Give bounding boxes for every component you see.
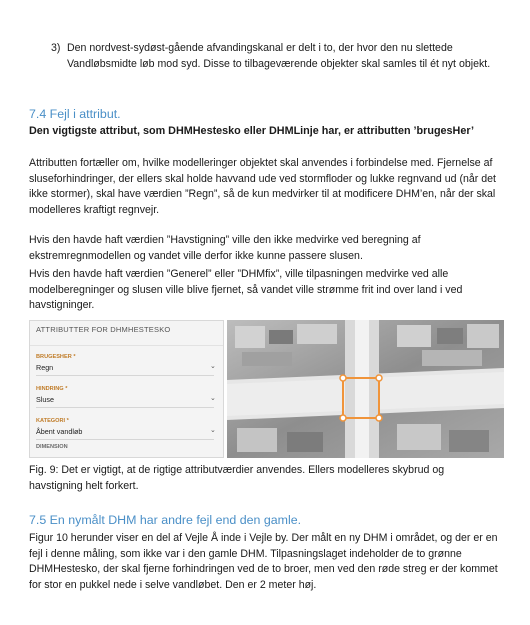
paragraph-havstigning: Hvis den havde haft værdien ”Havstigning” ville den ikke medvirke ved beregning af ekstremregnmodellen og vandet ville derfor ikke kunne passere slusen. <box>29 234 421 262</box>
section-heading-7-5: 7.5 En nymålt DHM har andre fejl end den gamle. <box>29 513 302 527</box>
panel-title: ATTRIBUTTER FOR DHMHESTESKO <box>36 325 171 334</box>
paragraph-generel: Hvis den havde haft værdien ”Generel” eller ”DHMfix”, ville tilpasningen medvirke ved alle modelberegninger og slusen ville blive fjernet, så vandet ville strømme frit ind over land i ved havstigninger. <box>29 268 463 311</box>
select-kategori[interactable]: Åbent vandløb <box>36 427 83 436</box>
select-brugesher[interactable]: Regn <box>36 363 54 372</box>
bold-lead-paragraph: Den vigtigste attribut, som DHMHestesko eller DHMLinje har, er attributten ’brugesHer’ <box>29 125 474 137</box>
attribute-panel <box>29 320 224 458</box>
panel-divider <box>30 345 224 346</box>
field-underline <box>36 407 214 408</box>
list-number: 3) <box>51 42 61 54</box>
chevron-down-icon[interactable]: ⌄ <box>210 395 216 402</box>
field-underline <box>36 375 214 376</box>
field-underline <box>36 439 214 440</box>
figure-caption: Fig. 9: Det er vigtigt, at de rigtige attributværdier anvendes. Ellers modelleres skybrud og havstigning helt forkert. <box>29 464 445 492</box>
field-label-dimension: DIMENSION <box>36 444 68 450</box>
paragraph-attribute-explanation: Attributten fortæller om, hvilke modelleringer objektet skal anvendes i forbindelse med. Fjernelse af sluseforhindringer, der ellers skal holde havvand ude ved stormfloder og lukke regnvand ud (når det ikke stormer), skal have værdien ”Regn”, så de kun medvirker til at modificere DHM’en, når der skal modelleres kraftigt regnvejr. <box>29 157 496 216</box>
select-hindring[interactable]: Sluse <box>36 395 54 404</box>
field-label-kategori: KATEGORI * <box>36 418 69 424</box>
chevron-down-icon[interactable]: ⌄ <box>210 363 216 370</box>
section-heading-7-4: 7.4 Fejl i attribut. <box>29 107 121 121</box>
field-label-brugesher: BRUGESHER * <box>36 354 76 360</box>
list-item-text: Den nordvest-sydøst-gående afvandingskanal er delt i to, der hvor den nu slettede Vandløbsmidte løb mod syd. Disse to tilbageværende objekter skal samles til ét nyt objekt. <box>67 42 491 70</box>
field-label-hindring: HINDRING * <box>36 386 68 392</box>
hillshade-terrain <box>227 320 504 458</box>
paragraph-vejle-aa: Figur 10 herunder viser en del af Vejle Å inde i Vejle by. Der målt en ny DHM i området, og der er en fejl i denne måling, som ikke var i den gamle DHM. Tilpasningslaget indeholder de to grønne DHMHestesko, der skal fjerne forhindringen ved de to broer, men ved den røde streg er der kommet for stor en pukkel nede i selve vandløbet. Den er 2 meter høj. <box>29 532 498 591</box>
terrain-map-image <box>227 320 504 458</box>
figure-9 <box>29 320 504 458</box>
chevron-down-icon[interactable]: ⌄ <box>210 427 216 434</box>
